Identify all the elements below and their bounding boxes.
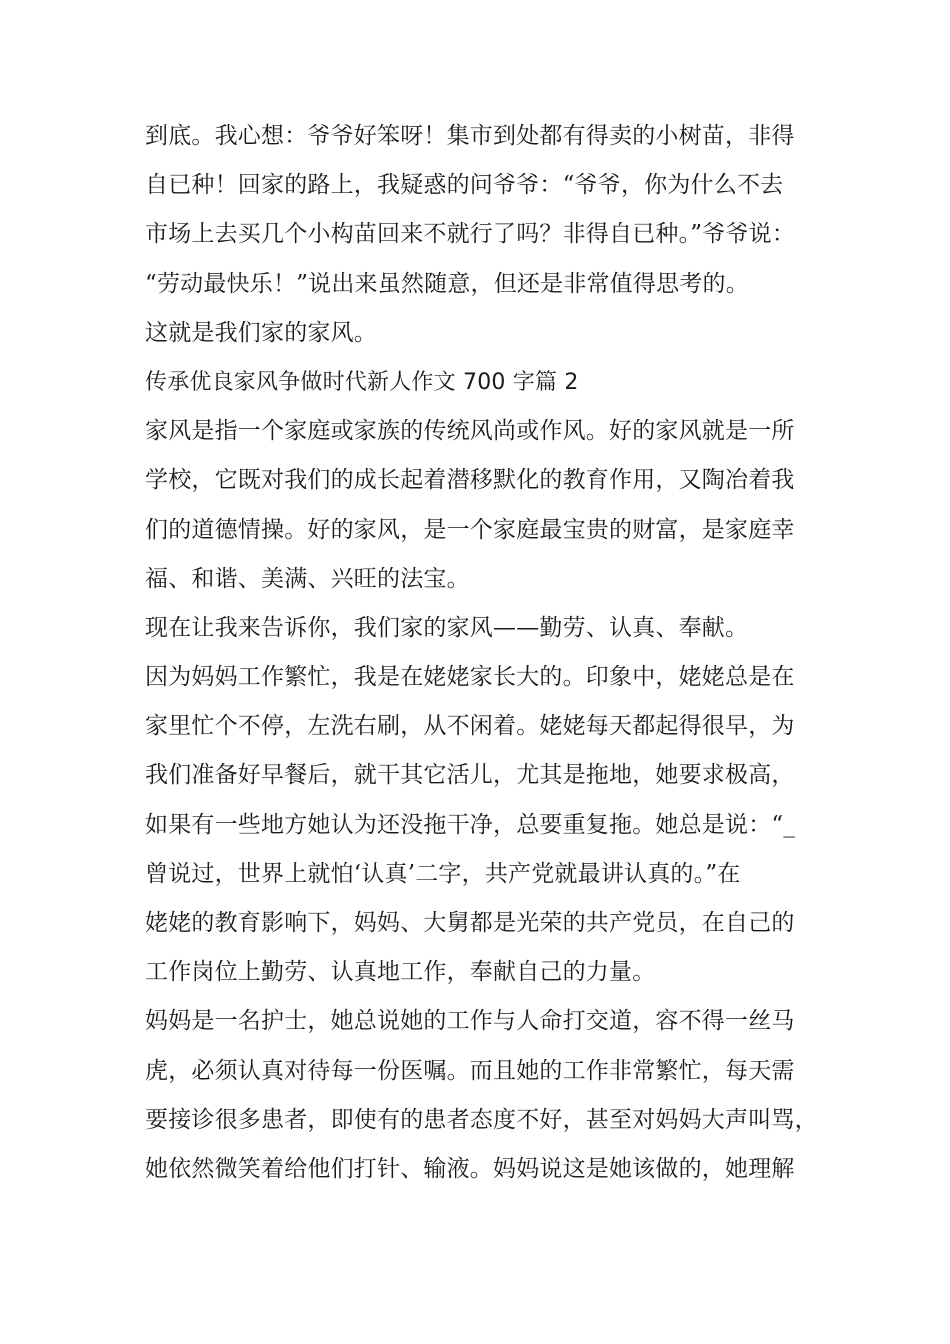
text-line: 虎，必须认真对待每一份医嘱。而且她的工作非常繁忙，每天需	[145, 1057, 795, 1084]
text-line: 自已种！回家的路上，我疑惑的问爷爷：“爷爷，你为什么不去	[145, 172, 784, 199]
text-line: 学校，它既对我们的成长起着潜移默化的教育作用，又陶冶着我	[145, 467, 795, 494]
text-line: 如果有一些地方她认为还没拖干净，总要重复拖。她总是说：“_	[145, 811, 796, 838]
section-heading: 传承优良家风争做时代新人作文 700 字篇 2	[145, 369, 579, 395]
text-line: 妈妈是一名护士，她总说她的工作与人命打交道，容不得一丝马	[145, 1008, 795, 1035]
text-line: 到底。我心想：爷爷好笨呀！集市到处都有得卖的小树苗，非得	[145, 123, 795, 149]
text-line: 家风是指一个家庭或家族的传统风尚或作风。好的家风就是一所	[145, 418, 795, 445]
text-line: 要接诊很多患者，即使有的患者态度不好，甚至对妈妈大声叫骂，	[145, 1106, 818, 1133]
text-line: 这就是我们家的家风。	[145, 319, 377, 346]
text-line: 福、和谐、美满、兴旺的法宝。	[145, 565, 470, 592]
text-line: 因为妈妈工作繁忙，我是在姥姥家长大的。印象中，姥姥总是在	[145, 664, 795, 691]
text-line: 我们准备好早餐后，就干其它活儿，尤其是拖地，她要求极高，	[145, 762, 795, 789]
text-line: 现在让我来告诉你，我们家的家风——勤劳、认真、奉献。	[145, 614, 749, 641]
text-line: 市场上去买几个小构苗回来不就行了吗？非得自已种。”爷爷说：	[145, 221, 796, 248]
text-line: 们的道德情操。好的家风，是一个家庭最宝贵的财富，是家庭幸	[145, 516, 795, 543]
text-line: 工作岗位上勤劳、认真地工作，奉献自己的力量。	[145, 959, 656, 986]
text-line: 她依然微笑着给他们打针、输液。妈妈说这是她该做的，她理解	[145, 1155, 795, 1182]
text-line: 家里忙个不停，左洗右刷，从不闲着。姥姥每天都起得很早，为	[145, 713, 795, 740]
text-line: “劳动最快乐！”说出来虽然随意，但还是非常值得思考的。	[145, 270, 749, 297]
document-page	[145, 112, 818, 1194]
text-line: 曾说过，世界上就怕‘认真’二字，共产党就最讲认真的。”在	[145, 860, 741, 887]
text-line: 姥姥的教育影响下，妈妈、大舅都是光荣的共产党员，在自己的	[145, 910, 795, 936]
